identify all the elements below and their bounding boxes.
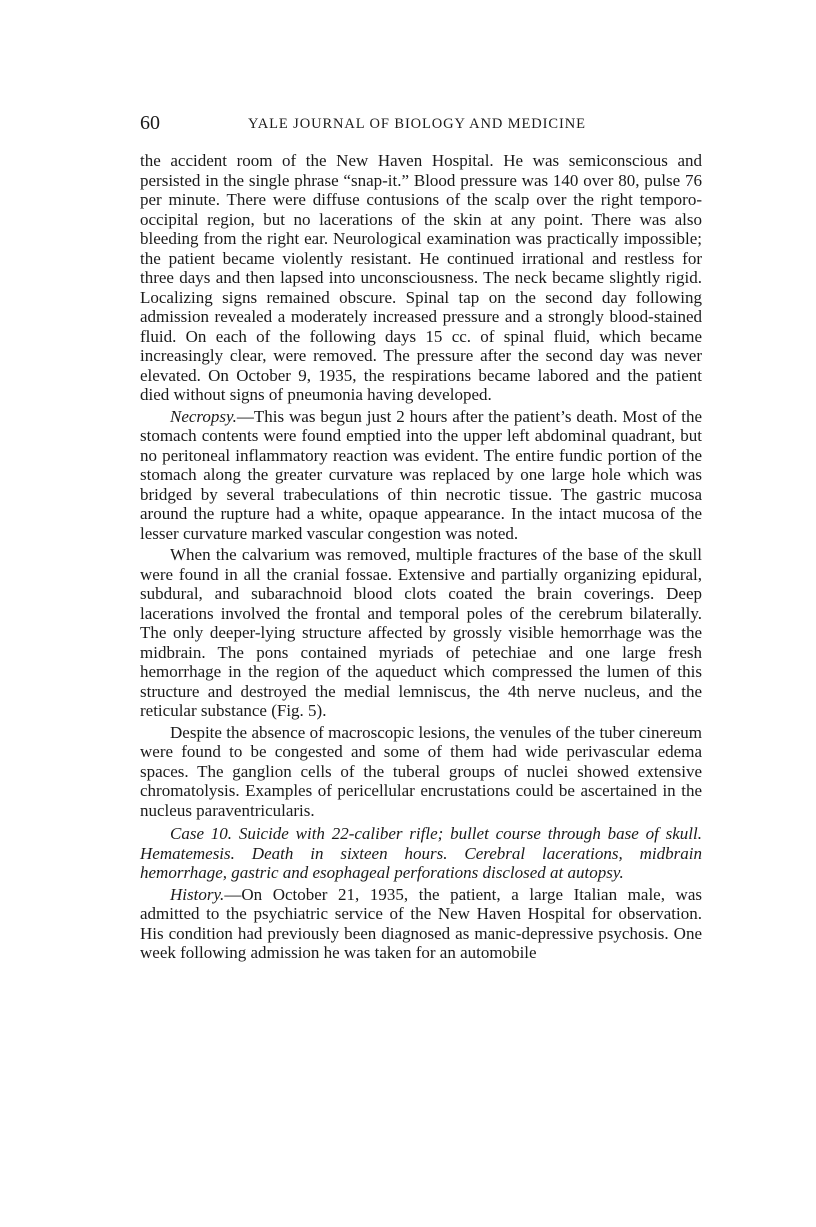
paragraph-history — [140, 885, 702, 963]
section-label-history: History. — [170, 884, 225, 904]
necropsy-text: —This was begun just 2 hours after the patient’s death. Most of the stomach contents were found emptied into the upper left abdominal quadrant, but no peritoneal inflammatory reaction was evident. The entire fundic portion of the stomach along the greater curvature was replaced by one large hole which was bridged by several trabeculations of thin necrotic tissue. The gastric mucosa around the rupture had a white, opaque appearance. In the intact mucosa of the lesser curvature marked vascular congestion was noted. — [140, 406, 702, 543]
paragraph-continuation: the accident room of the New Haven Hospital. He was semiconscious and persisted in the single phrase “snap-it.” Blood pressure was 140 over 80, pulse 76 per minute. There were diffuse contusions of the scalp over the right temporo-occipital region, but no lacerations of the skin at any point. There was also bleeding from the right ear. Neurological examination was practically impossible; the patient became violently resistant. He continued irrational and restless for three days and then lapsed into unconsciousness. The neck became slightly rigid. Localizing signs remained obscure. Spinal tap on the second day following admission revealed a moderately increased pressure and a strongly blood-stained fluid. On each of the following days 15 cc. of spinal fluid, which became increasingly clear, were removed. The pressure after the second day was never elevated. On October 9, 1935, the respirations became labored and the patient died without signs of pneumonia having developed. — [140, 151, 702, 404]
case-heading — [140, 824, 702, 883]
page-number: 60 — [140, 112, 160, 134]
paragraph-calvarium: When the calvarium was removed, multiple fractures of the base of the skull were found in all the cranial fossae. Extensive and partially organizing epidural, subdural, and subarachnoid blood clots coated the brain coverings. Deep lacerations involved the frontal and temporal poles of the cerebrum bilaterally. The only deeper-lying structure affected by grossly visible hemorrhage was the midbrain. The pons contained myriads of petechiae and one large fresh hemorrhage in the region of the aqueduct which compressed the lumen of this structure and destroyed the medial lemniscus, the 4th nerve nucleus, and the reticular substance (Fig. 5). — [140, 545, 702, 720]
paragraph-necropsy — [140, 407, 702, 544]
history-text: —On October 21, 1935, the patient, a large Italian male, was admitted to the psychiatric service of the New Haven Hospital for observation. His condition had previously been diagnosed as manic-depressive psychosis. One week following admission he was taken for an automobile — [140, 884, 702, 962]
running-head: YALE JOURNAL OF BIOLOGY AND MEDICINE — [248, 116, 586, 132]
article-body — [140, 151, 702, 965]
section-label-necropsy: Necropsy. — [170, 406, 237, 426]
page-header — [140, 110, 702, 138]
paragraph-tuber-cinereum: Despite the absence of macroscopic lesions, the venules of the tuber cinereum were found to be congested and some of them had wide perivascular edema spaces. The ganglion cells of the tuberal groups of nuclei showed extensive chromatolysis. Examples of pericellular encrustations could be ascertained in the nucleus paraventricularis. — [140, 722, 702, 820]
case-heading-text: Case 10. Suicide with 22-caliber rifle; bullet course through base of skull. Hematemesis. Death in sixteen hours. Cerebral lacerations, midbrain hemorrhage, gastric and esophageal perforations disclosed at autopsy. — [140, 824, 702, 882]
